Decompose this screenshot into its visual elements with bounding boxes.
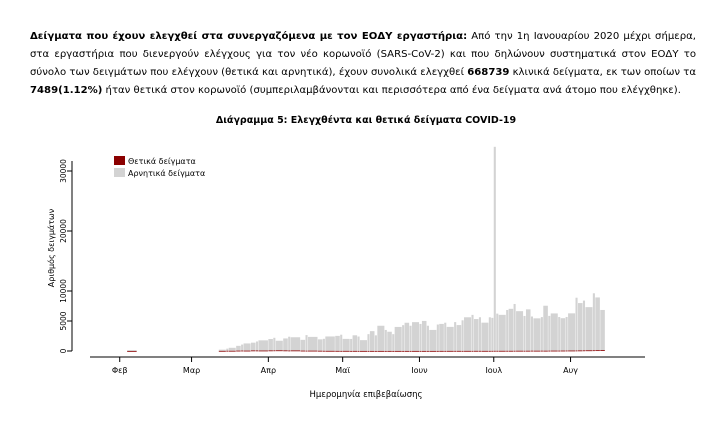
bar-positive bbox=[474, 351, 479, 352]
bar-positive bbox=[541, 351, 543, 352]
bar-negative bbox=[543, 306, 548, 351]
bar-negative bbox=[340, 335, 342, 351]
bar-positive bbox=[306, 351, 308, 352]
y-axis-label: Αριθμός δειγμάτων bbox=[47, 208, 56, 288]
bar-negative bbox=[568, 313, 575, 350]
x-tick-label: Αυγ bbox=[563, 366, 578, 375]
chart-title: Διάγραμμα 5: Ελεγχθέντα και θετικά δείγματα COVID-19 bbox=[215, 115, 517, 126]
bar-negative bbox=[566, 317, 568, 351]
bar-negative bbox=[531, 317, 533, 351]
legend-swatch-positive bbox=[114, 156, 125, 165]
bar-positive bbox=[288, 351, 290, 352]
bar-negative bbox=[514, 304, 516, 351]
bar-positive bbox=[429, 351, 436, 352]
bar-negative bbox=[548, 316, 550, 351]
bar-positive bbox=[457, 351, 462, 352]
bar-positive bbox=[422, 351, 427, 352]
bar-negative bbox=[288, 337, 290, 351]
bar-positive bbox=[551, 351, 558, 352]
y-tick-label: 0 bbox=[59, 348, 68, 354]
bar-positive bbox=[491, 351, 493, 352]
bar-positive bbox=[471, 351, 473, 352]
bar-negative bbox=[474, 319, 479, 351]
bar-positive bbox=[412, 351, 419, 352]
bar-negative bbox=[447, 327, 454, 351]
bar-negative bbox=[392, 334, 394, 351]
bar-positive bbox=[499, 351, 506, 352]
bar-positive bbox=[479, 351, 481, 352]
bar-negative bbox=[427, 326, 429, 351]
bar-negative bbox=[523, 316, 525, 351]
bar-negative bbox=[422, 321, 427, 351]
bar-negative bbox=[533, 318, 540, 350]
legend-swatch-negative bbox=[114, 168, 125, 177]
bar-positive bbox=[561, 351, 566, 352]
bar-negative bbox=[377, 326, 384, 351]
bar-positive bbox=[595, 350, 600, 351]
bar-positive bbox=[370, 351, 375, 352]
bar-negative bbox=[318, 339, 323, 350]
bar-negative bbox=[412, 322, 419, 351]
bar-positive bbox=[219, 351, 226, 352]
bar-positive bbox=[548, 351, 550, 352]
bar-negative bbox=[585, 307, 592, 350]
bar-negative bbox=[506, 310, 508, 351]
bar-negative bbox=[353, 335, 358, 351]
x-tick-label: Μαρ bbox=[182, 366, 201, 375]
total-samples: 668739 bbox=[467, 67, 510, 78]
bar-positive bbox=[506, 351, 508, 352]
bar-negative bbox=[595, 297, 600, 350]
bar-negative bbox=[273, 338, 275, 351]
bar-positive bbox=[533, 351, 540, 352]
bar-positive bbox=[526, 351, 531, 352]
bar-positive bbox=[427, 351, 429, 352]
bar-negative bbox=[489, 317, 491, 351]
bar-negative bbox=[323, 339, 325, 351]
bar-positive bbox=[236, 351, 241, 352]
bar-positive bbox=[523, 351, 525, 352]
bar-negative bbox=[306, 335, 308, 351]
bar-positive bbox=[308, 351, 318, 352]
bar-positive bbox=[276, 350, 283, 351]
bar-negative bbox=[471, 315, 473, 351]
bar-negative bbox=[462, 320, 464, 351]
samples-chart bbox=[0, 105, 723, 405]
bar-positive bbox=[600, 350, 605, 351]
bar-negative bbox=[358, 337, 360, 351]
bar-negative bbox=[429, 330, 436, 351]
bar-positive bbox=[509, 351, 514, 352]
bar-negative bbox=[325, 336, 335, 350]
bar-positive bbox=[340, 351, 342, 352]
bar-negative bbox=[558, 317, 560, 351]
bar-negative bbox=[437, 325, 439, 351]
bar-negative bbox=[229, 348, 236, 351]
bar-negative bbox=[481, 323, 488, 351]
bar-negative bbox=[360, 340, 367, 351]
summary-lead: Δείγματα που έχουν ελεγχθεί στα συνεργαζόμενα με τον ΕΟΔΥ εργαστήρια: bbox=[30, 31, 468, 42]
bar-negative bbox=[301, 340, 306, 351]
bar-negative bbox=[258, 340, 268, 350]
y-tick-label: 20000 bbox=[59, 219, 68, 243]
bar-negative bbox=[491, 318, 493, 351]
bar-positive bbox=[350, 351, 352, 352]
bar-negative bbox=[291, 337, 301, 350]
bar-negative bbox=[561, 318, 566, 350]
bar-positive bbox=[439, 351, 444, 352]
x-ticks bbox=[112, 357, 578, 375]
x-axis-label: Ημερομηνία επιβεβαίωσης bbox=[309, 390, 423, 400]
bar-positive bbox=[392, 351, 394, 352]
bar-positive bbox=[229, 351, 236, 352]
bar-positive bbox=[578, 350, 583, 351]
bar-positive bbox=[576, 351, 578, 352]
bar-positive bbox=[358, 351, 360, 352]
bar-positive bbox=[593, 350, 595, 351]
bar-negative bbox=[335, 336, 340, 351]
bar-negative bbox=[516, 311, 523, 351]
bar-positive bbox=[543, 351, 548, 352]
bar-positive bbox=[531, 351, 533, 352]
summary-text-3: ήταν θετικά στον κορωνοϊό (συμπεριλαμβάνονται και περισσότερα από ένα δείγματα ανά άτομο που ελέγχθηκε). bbox=[102, 85, 681, 96]
bar-positive bbox=[375, 351, 377, 352]
bar-positive bbox=[353, 351, 358, 352]
bar-negative bbox=[454, 322, 456, 351]
bar-positive bbox=[558, 351, 560, 352]
bar-negative bbox=[439, 324, 444, 351]
bar-negative bbox=[578, 303, 583, 350]
bar-negative bbox=[509, 309, 514, 351]
bar-positive bbox=[395, 351, 402, 352]
bar-negative bbox=[370, 331, 375, 351]
bar-negative bbox=[405, 323, 410, 351]
bar-positive bbox=[241, 351, 243, 352]
legend-label-positive: Θετικά δείγματα bbox=[128, 157, 196, 166]
x-tick-label: Ιουν bbox=[411, 366, 428, 375]
bar-negative bbox=[283, 338, 288, 350]
y-tick-label: 5000 bbox=[59, 311, 68, 331]
bar-positive bbox=[377, 351, 384, 352]
bar-positive bbox=[402, 351, 404, 352]
bar-negative bbox=[226, 349, 228, 351]
bar-negative bbox=[551, 313, 558, 350]
bar-positive bbox=[283, 350, 288, 351]
bar-positive bbox=[481, 351, 488, 352]
bar-negative bbox=[375, 335, 377, 351]
bar-negative bbox=[387, 332, 392, 351]
bar-positive bbox=[568, 351, 575, 352]
bar-negative bbox=[350, 339, 352, 351]
bar-negative bbox=[256, 341, 258, 350]
bar-positive bbox=[127, 351, 137, 352]
bar-negative bbox=[600, 310, 605, 350]
bar-negative bbox=[395, 327, 402, 351]
bar-positive bbox=[444, 351, 446, 352]
bar-negative bbox=[276, 341, 283, 351]
bar-positive bbox=[437, 351, 439, 352]
bar-positive bbox=[251, 350, 256, 351]
y-tick-label: 30000 bbox=[59, 159, 68, 183]
bar-positive bbox=[387, 351, 392, 352]
summary-paragraph bbox=[30, 28, 696, 100]
legend-label-negative: Αρνητικά δείγματα bbox=[128, 169, 206, 178]
bar-positive bbox=[226, 351, 228, 352]
bar-positive bbox=[385, 351, 387, 352]
bar-positive bbox=[489, 351, 491, 352]
bar-positive bbox=[291, 350, 301, 351]
y-ticks bbox=[59, 159, 72, 354]
bar-negative bbox=[343, 339, 350, 351]
bar-negative bbox=[457, 325, 462, 351]
bar-positive bbox=[244, 351, 251, 352]
bar-positive bbox=[419, 351, 421, 352]
bar-negative bbox=[236, 346, 241, 351]
bar-negative bbox=[496, 314, 498, 351]
bar-negative bbox=[541, 317, 543, 351]
bar-positive bbox=[335, 351, 340, 352]
bar-positive bbox=[494, 351, 496, 352]
bar-positive bbox=[514, 351, 516, 352]
x-tick-label: Φεβ bbox=[111, 366, 128, 375]
bar-negative bbox=[367, 334, 369, 351]
x-tick-label: Απρ bbox=[260, 366, 277, 375]
bar-positive bbox=[496, 351, 498, 352]
bar-positive bbox=[566, 351, 568, 352]
bar-negative bbox=[464, 317, 471, 351]
bar-positive bbox=[583, 350, 585, 351]
bar-negative bbox=[494, 147, 496, 351]
bar-positive bbox=[462, 351, 464, 352]
bar-negative bbox=[419, 324, 421, 351]
bar-negative bbox=[410, 326, 412, 351]
bar-negative bbox=[499, 315, 506, 351]
bar-negative bbox=[583, 301, 585, 351]
bar-positive bbox=[447, 351, 454, 352]
summary-text-2: κλινικά δείγματα, εκ των οποίων τα bbox=[509, 67, 696, 78]
bar-negative bbox=[402, 325, 404, 351]
bar-positive bbox=[301, 351, 306, 352]
x-tick-label: Μαϊ bbox=[335, 366, 351, 375]
x-tick-label: Ιουλ bbox=[485, 366, 503, 375]
bar-negative bbox=[479, 317, 481, 351]
bar-positive bbox=[325, 351, 335, 352]
y-tick-label: 10000 bbox=[59, 279, 68, 303]
bar-negative bbox=[219, 350, 226, 351]
bar-positive bbox=[273, 350, 275, 351]
bar-positive bbox=[410, 351, 412, 352]
bar-negative bbox=[241, 345, 243, 351]
bar-positive bbox=[585, 350, 592, 351]
bar-positive bbox=[464, 351, 471, 352]
bar-positive bbox=[258, 351, 268, 352]
positive-samples: 7489(1.12%) bbox=[30, 85, 103, 96]
bar-negative bbox=[576, 298, 578, 351]
bar-positive bbox=[360, 351, 367, 352]
bar-positive bbox=[343, 351, 350, 352]
bar-negative bbox=[127, 350, 137, 351]
summary-text-1: Από την 1η Ιανουαρίου 2020 μέχρι σήμερα, στα εργαστήρια που διενεργούν ελέγχους για τον νέο κορωνοϊό (SARS-CoV-2) και που δηλώνουν συστηματικά στον ΕΟΔΥ το σύνολο των δειγμάτων που ελέγχουν (θετικά και αρνητικά), έχουν συνολικά ελεγχθεί bbox=[30, 31, 696, 78]
bar-positive bbox=[367, 351, 369, 352]
bar-negative bbox=[444, 323, 446, 351]
bar-negative bbox=[526, 309, 531, 350]
bar-positive bbox=[516, 351, 523, 352]
bar-positive bbox=[318, 351, 323, 352]
bar-negative bbox=[251, 343, 256, 351]
bar-positive bbox=[323, 351, 325, 352]
bar-negative bbox=[308, 337, 318, 351]
bar-positive bbox=[454, 351, 456, 352]
bar-negative bbox=[593, 293, 595, 350]
bar-positive bbox=[256, 350, 258, 351]
bar-negative bbox=[268, 339, 273, 350]
bar-positive bbox=[405, 351, 410, 352]
bar-positive bbox=[268, 350, 273, 351]
bar-negative bbox=[244, 343, 251, 350]
bar-negative bbox=[385, 330, 387, 351]
legend bbox=[114, 156, 205, 178]
